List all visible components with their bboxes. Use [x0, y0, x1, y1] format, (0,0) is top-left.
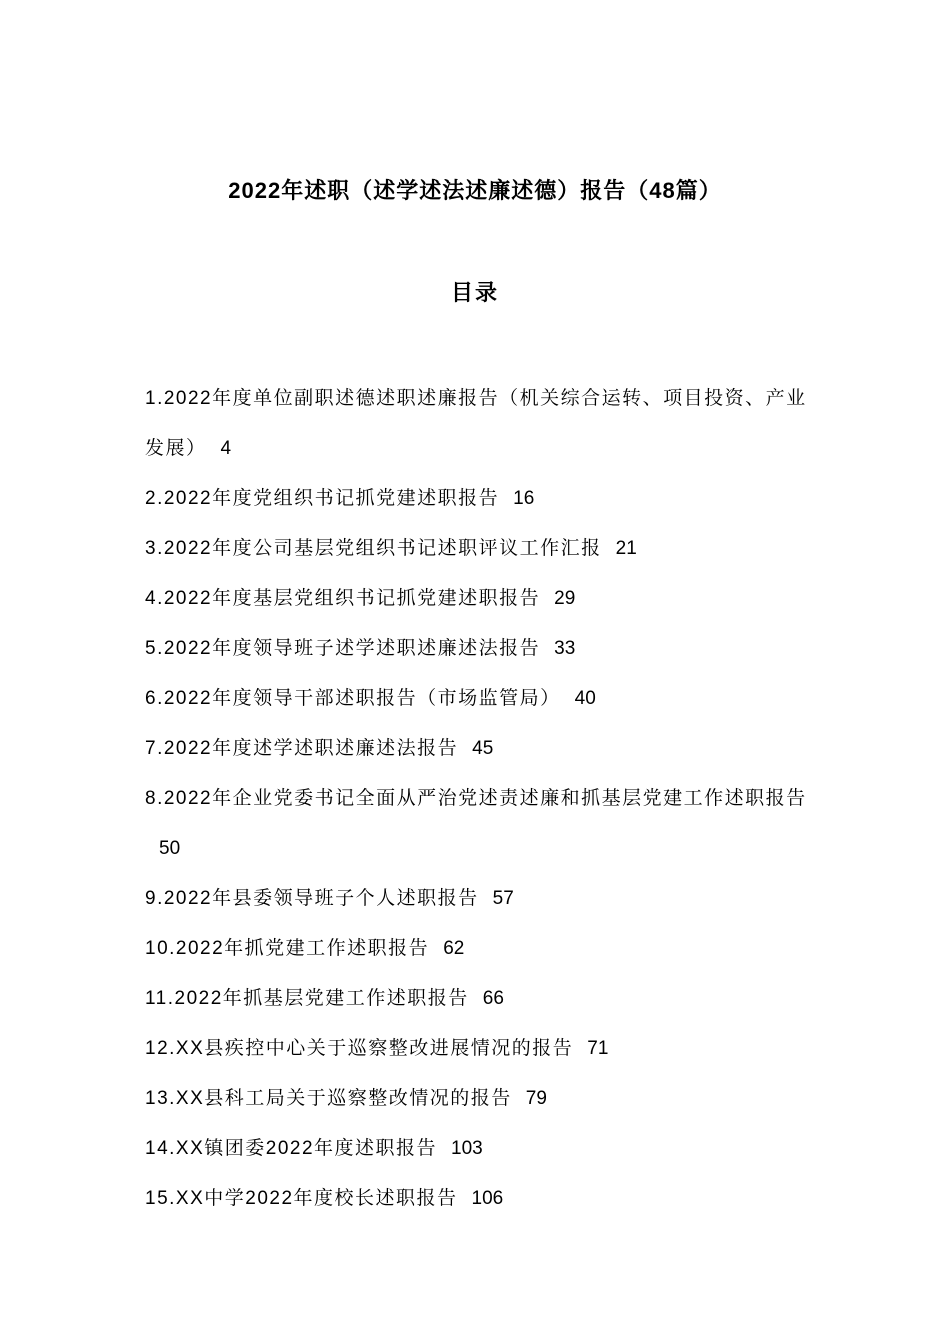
toc-entry-page: 79: [525, 1088, 547, 1109]
document-title: 2022年述职（述学述法述廉述德）报告（48篇）: [228, 178, 722, 203]
toc-entry-label: 5.2022年度领导班子述学述职述廉述法报告: [145, 638, 541, 659]
toc-entry[interactable]: [145, 1024, 825, 1074]
toc-entry-page: 16: [513, 488, 535, 509]
toc-entry-label: 8.2022年企业党委书记全面从严治党述责述廉和抓基层党建工作述职报告: [145, 788, 807, 809]
toc-entry-page: 71: [587, 1038, 609, 1059]
toc-entry-label: 15.XX中学2022年度校长述职报告: [145, 1188, 458, 1209]
toc-entry-page: 40: [574, 688, 596, 709]
toc-entry-page: 21: [615, 538, 637, 559]
toc-entry[interactable]: [145, 924, 825, 974]
toc-entry-label: 11.2022年抓基层党建工作述职报告: [145, 988, 469, 1009]
toc-entry-page: 106: [471, 1188, 504, 1209]
toc-entry-label: 1.2022年度单位副职述德述职述廉报告（机关综合运转、项目投资、产业发展）: [145, 388, 807, 459]
toc-entry[interactable]: [145, 974, 825, 1024]
toc-entry[interactable]: [145, 574, 825, 624]
toc-entry-label: 10.2022年抓党建工作述职报告: [145, 938, 430, 959]
toc-entry-label: 7.2022年度述学述职述廉述法报告: [145, 738, 459, 759]
toc-entry[interactable]: [145, 774, 825, 874]
toc-entry[interactable]: [145, 474, 825, 524]
toc-entry-page: 50: [159, 838, 181, 859]
toc-entry-page: 33: [554, 638, 576, 659]
toc-entry[interactable]: [145, 874, 825, 924]
toc-entry-label: 2.2022年度党组织书记抓党建述职报告: [145, 488, 500, 509]
toc-entry[interactable]: [145, 524, 825, 574]
toc-entry[interactable]: [145, 624, 825, 674]
toc-entry-page: 57: [492, 888, 514, 909]
toc-entry-label: 4.2022年度基层党组织书记抓党建述职报告: [145, 588, 541, 609]
toc-entry-page: 45: [472, 738, 494, 759]
toc-entry-label: 12.XX县疾控中心关于巡察整改进展情况的报告: [145, 1038, 574, 1059]
toc-entry-page: 4: [220, 438, 232, 459]
toc-entry[interactable]: [145, 674, 825, 724]
toc-entry[interactable]: [145, 374, 825, 474]
toc-entry-page: 103: [451, 1138, 483, 1159]
toc-entry-label: 9.2022年县委领导班子个人述职报告: [145, 888, 479, 909]
toc-entry-page: 62: [443, 938, 465, 959]
toc-entry[interactable]: [145, 1074, 825, 1124]
toc-entry-page: 29: [554, 588, 576, 609]
table-of-contents: [145, 374, 825, 1224]
toc-entry-label: 6.2022年度领导干部述职报告（市场监管局）: [145, 688, 561, 709]
toc-entry-label: 3.2022年度公司基层党组织书记述职评议工作汇报: [145, 538, 602, 559]
toc-entry-label: 14.XX镇团委2022年度述职报告: [145, 1138, 438, 1159]
toc-entry[interactable]: [145, 1174, 825, 1224]
toc-entry-page: 66: [482, 988, 504, 1009]
toc-entry[interactable]: [145, 1124, 825, 1174]
toc-heading: 目录: [450, 280, 499, 305]
toc-entry-label: 13.XX县科工局关于巡察整改情况的报告: [145, 1088, 512, 1109]
toc-entry[interactable]: [145, 724, 825, 774]
